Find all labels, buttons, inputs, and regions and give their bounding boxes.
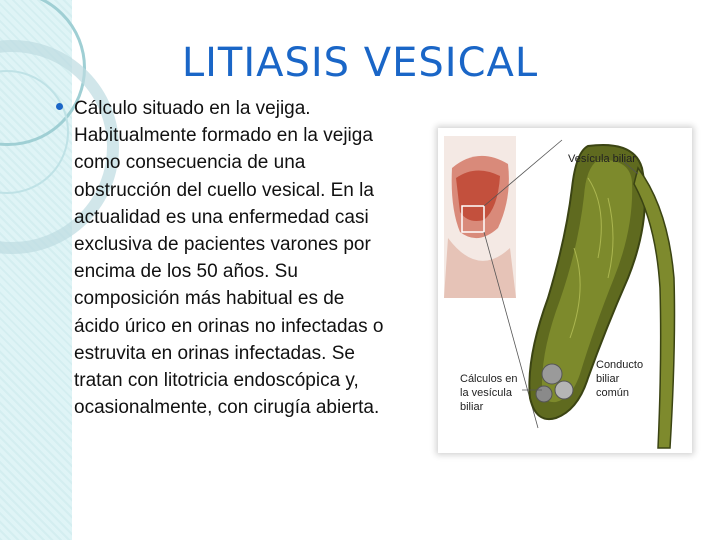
bullet-list	[56, 95, 386, 421]
torso-inset	[444, 136, 516, 298]
label-gallbladder: Vesícula biliar	[568, 153, 636, 165]
label-duct-line1: Conducto	[596, 359, 644, 371]
label-stones-line2: la vesícula	[460, 387, 512, 399]
label-stones-line3: biliar	[460, 401, 484, 413]
bullet-dot-icon	[56, 103, 63, 110]
label-stones-line1: Cálculos en	[460, 373, 518, 385]
slide-title: LITIASIS VESICAL	[181, 40, 539, 86]
label-duct-line2: biliar	[596, 373, 620, 385]
bullet-text: Cálculo situado en la vejiga. Habitualmente formado en la vejiga como consecuencia de una obstrucción del cuello vesical. En la actualidad es una enfermedad casi exclusiva de pacientes varones por encima de los 50 años. Su composición más habitual es de ácido úrico en orinas no infectadas o estruvita en orinas infectadas. Se tratan con litotricia endoscópica y, ocasionalmente, con cirugía abierta.	[74, 98, 384, 419]
label-duct-line3: común	[596, 387, 630, 399]
gallbladder-illustration	[438, 128, 692, 453]
